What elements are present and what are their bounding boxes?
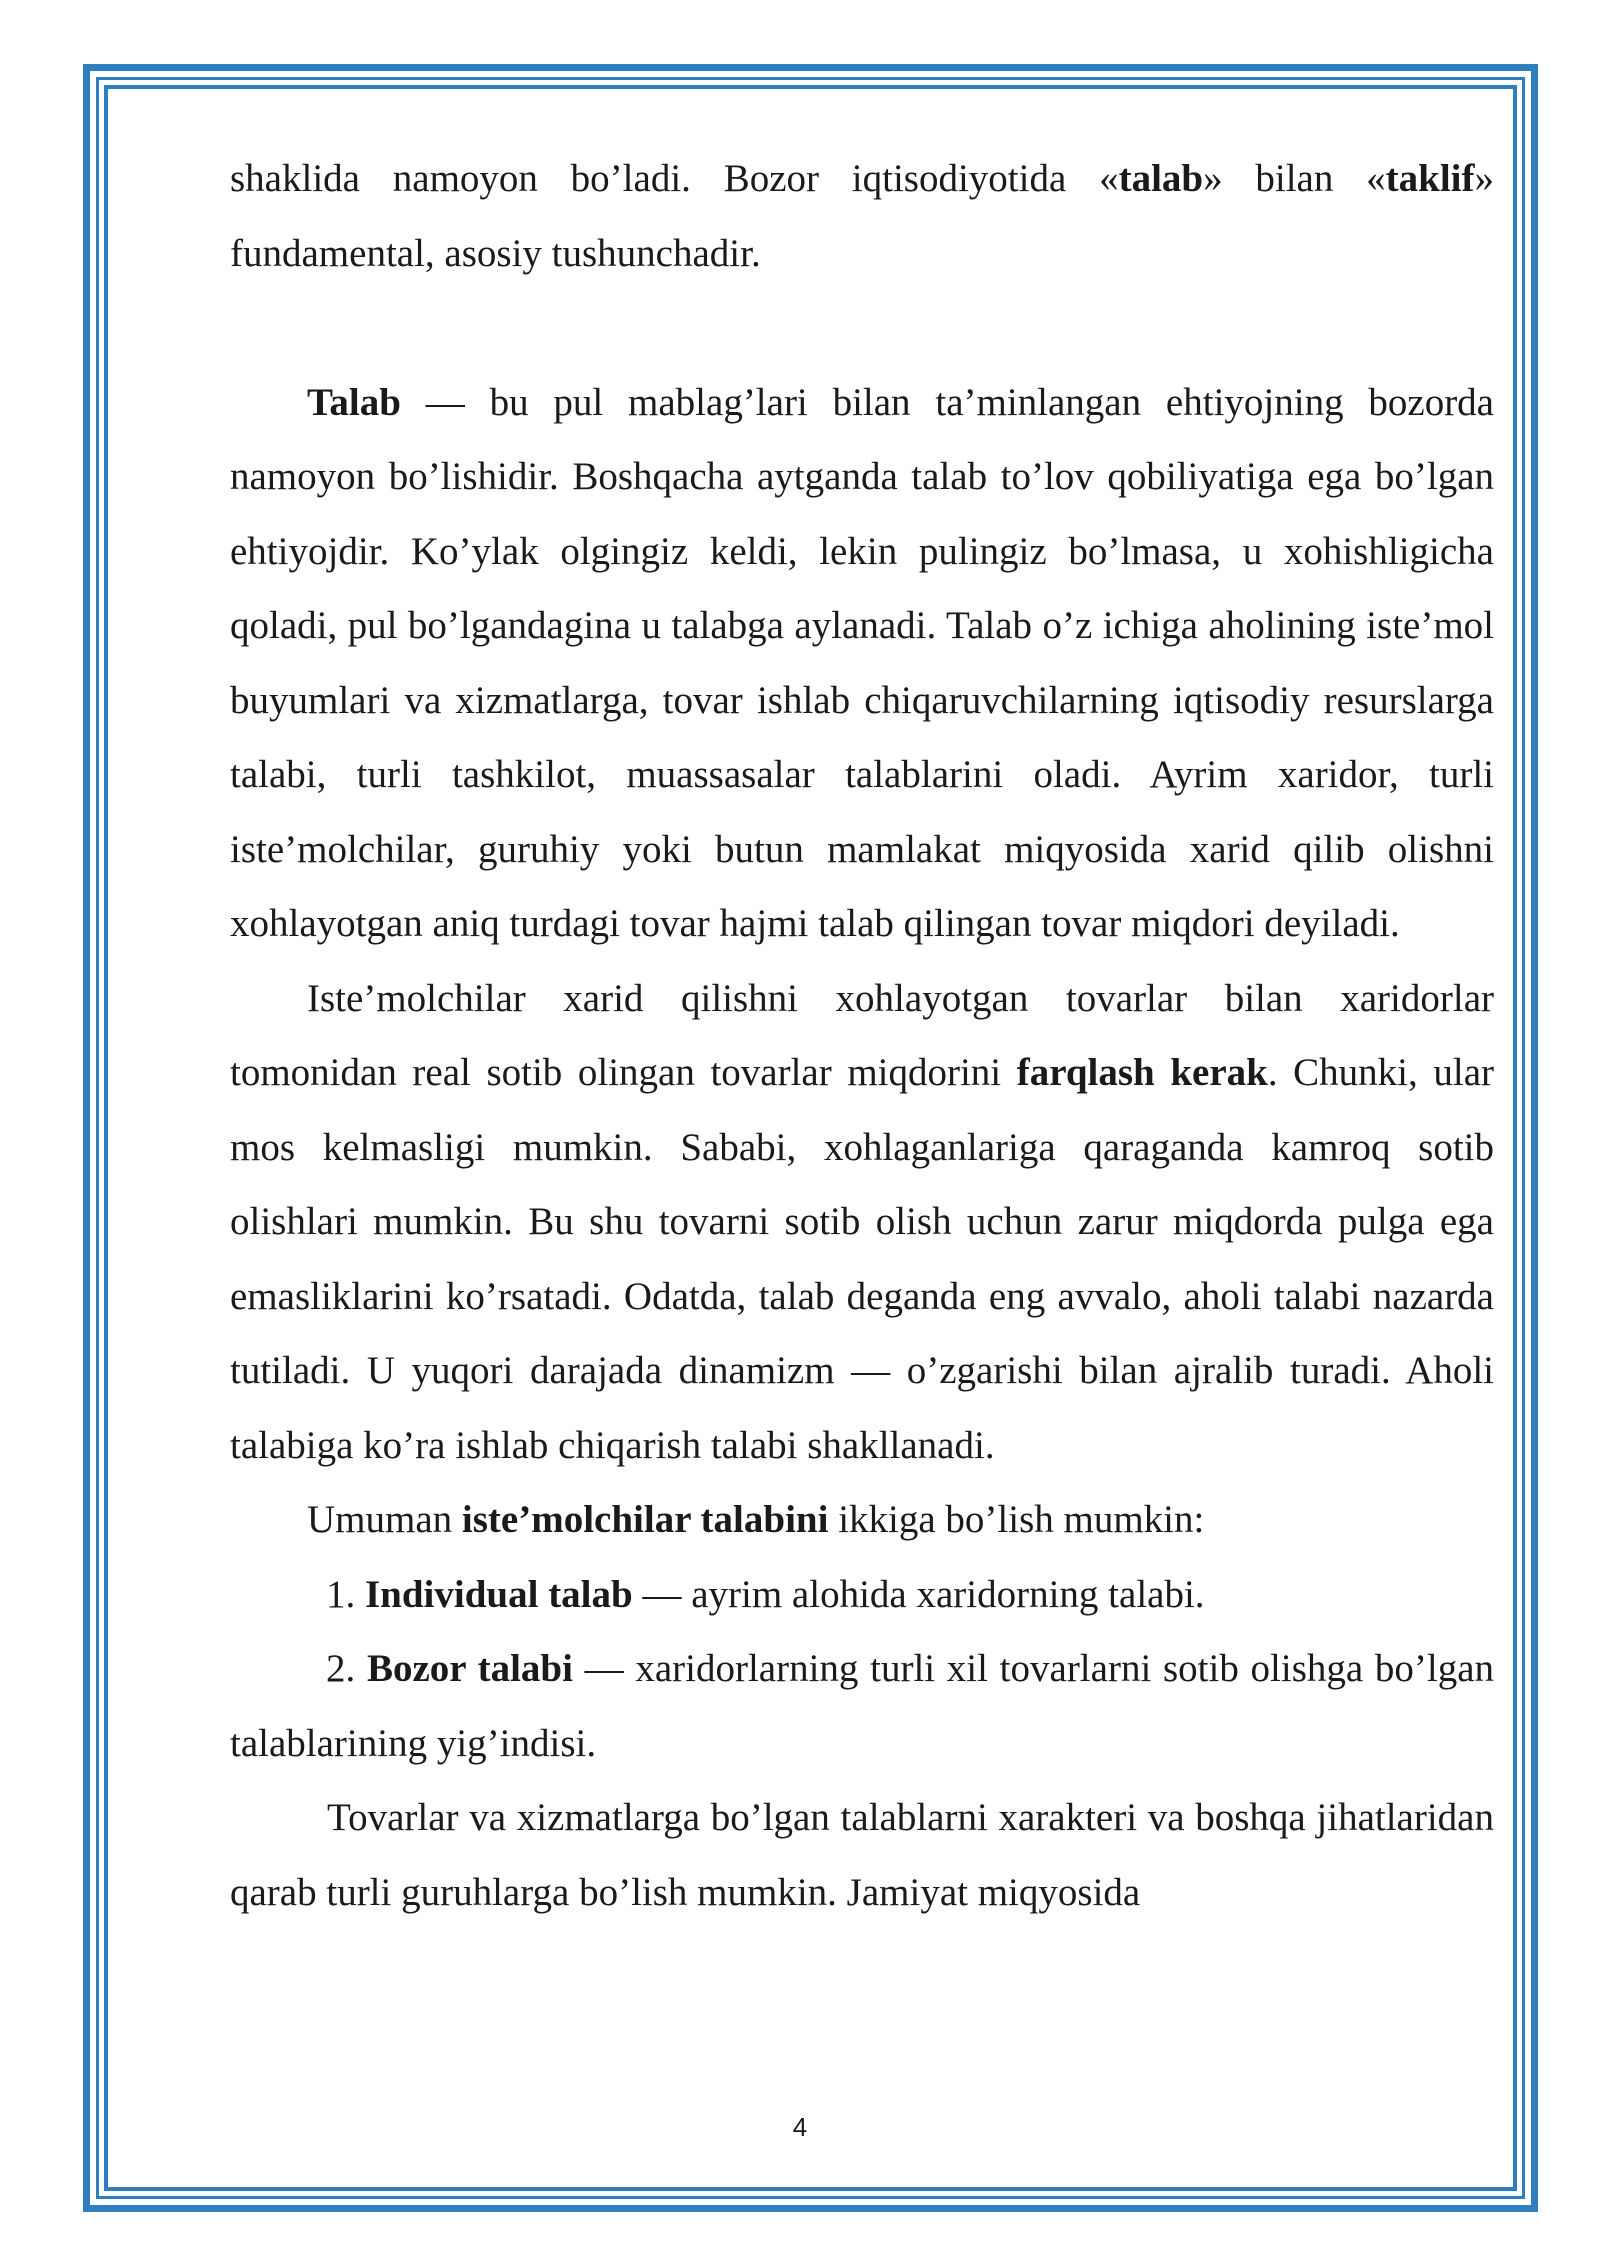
term-individual: Individual talab	[365, 1572, 633, 1616]
term-taklif: taklif	[1385, 157, 1475, 200]
paragraph-gap	[230, 291, 1494, 366]
list-item: 2. Bozor talabi — xaridorlarning turli xil tovarlarni sotib olishga bo’lgan talablarining yig’indisi.	[230, 1647, 1495, 1765]
paragraph-division: Umuman iste’molchilar talabini ikkiga bo’lish mumkin:	[307, 1498, 1205, 1541]
term-talab: talab	[1118, 157, 1204, 200]
paragraph-intro: shaklida namoyon bo’ladi. Bozor iqtisodiyotida «talab» bilan «taklif» fundamental, asosiy tushunchadir.	[230, 157, 1494, 275]
document-body	[230, 142, 1494, 1930]
term-consumer-demand: iste’molchilar talabini	[461, 1498, 829, 1541]
paragraph-groups: Tovarlar va xizmatlarga bo’lgan talablarni xarakteri va boshqa jihatlaridan qarab turli guruhlarga bo’lish mumkin. Jamiyat miqyosida	[230, 1796, 1494, 1914]
paragraph-distinction: Iste’molchilar xarid qilishni xohlayotgan tovarlar bilan xaridorlar tomonidan real sotib olingan tovarlar miqdorini farqlash kerak. Chunki, ular mos kelmasligi mumkin. Sababi, xohlaganlariga qaraganda kamroq sotib olishlari mumkin. Bu shu tovarni sotib olish uchun zarur miqdorda pulga ega emasliklarini ko’rsatadi. Odatda, talab deganda eng avvalo, aholi talabi nazarda tutiladi. U yuqori darajada dinamizm — o’zgarishi bilan ajralib turadi. Aholi talabiga ko’ra ishlab chiqarish talabi shakllanadi.	[230, 976, 1494, 1467]
list-item: 1. Individual talab — ayrim alohida xaridorning talabi.	[326, 1572, 1205, 1616]
term-definition: Talab	[307, 380, 401, 424]
term-market: Bozor talabi	[366, 1647, 573, 1690]
paragraph-definition: Talab — bu pul mablag’lari bilan ta’minlangan ehtiyojning bozorda namoyon bo’lishidir. Boshqacha aytganda talab to’lov qobiliyatiga ega bo’lgan ehtiyojdir. Ko’ylak olgingiz keldi, lekin pulingiz bo’lmasa, u xohishligicha qoladi, pul bo’lgandagina u talabga aylanadi. Talab o’z ichiga aholining iste’mol buyumlari va xizmatlarga, tovar ishlab chiqaruvchilarning iqtisodiy resurslarga talabi, turli tashkilot, muassasalar talablarini oladi. Ayrim xaridor, turli iste’molchilar, guruhiy yoki butun mamlakat miqyosida xarid qilib olishni xohlayotgan aniq turdagi tovar hajmi talab qilingan tovar miqdori deyiladi.	[230, 380, 1494, 945]
term-farqlash: farqlash kerak	[1016, 1051, 1268, 1094]
page-number: 4	[792, 2112, 808, 2142]
